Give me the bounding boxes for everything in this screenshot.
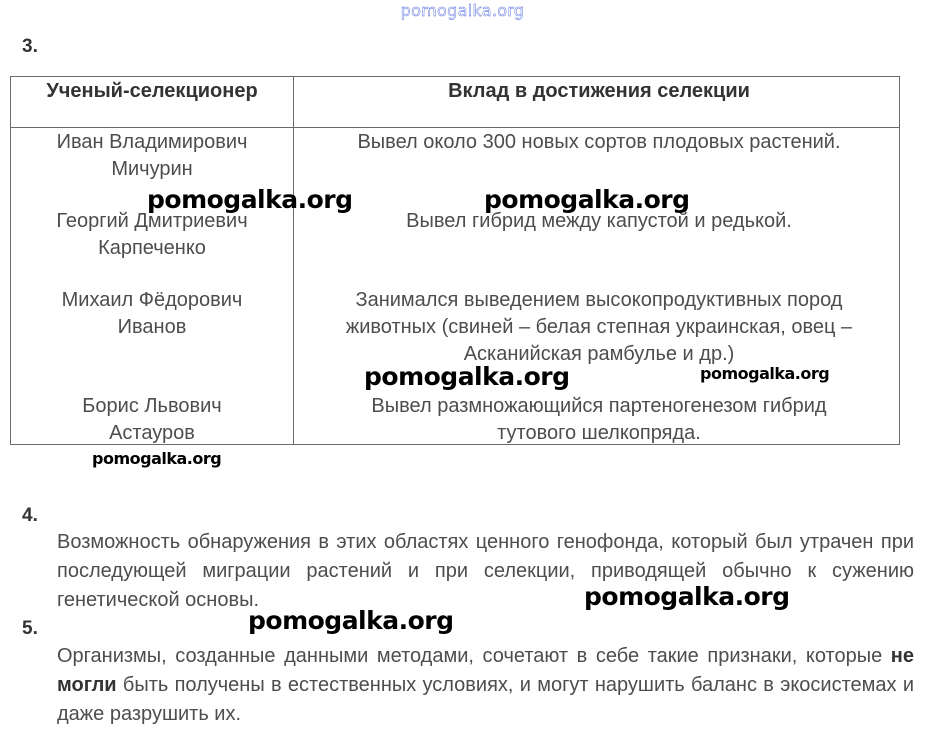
contribution-line: Вывел около 300 новых сортов плодовых растений. [357,131,841,153]
answer-5-text-part: Организмы, созданные данными методами, сочетают в себе такие признаки, которые [57,645,891,667]
table-row-3-contribution [303,287,895,368]
watermark: pomogalka.org [584,582,790,611]
table-row-4-contribution [303,393,895,447]
question-number-4: 4. [22,505,38,526]
table-row-1-scientist [11,129,293,183]
scientist-name-line: Иван Владимирович [56,131,248,153]
contribution-line: Асканийская рамбулье и др.) [463,343,735,365]
scientist-name-line: Михаил Фёдорович [61,289,243,311]
watermark: pomogalka.org [147,185,353,214]
site-watermark-top: pomogalka.org [400,1,525,20]
table-column-divider [293,77,294,444]
watermark: pomogalka.org [484,185,690,214]
contribution-line: Вывел размножающийся партеногенезом гибрид [371,395,827,417]
contribution-line: Занимался выведением высокопродуктивных пород [355,289,843,311]
table-row-1-contribution [303,129,895,156]
watermark: pomogalka.org [364,362,570,391]
scientist-name-line: Астауров [109,422,195,444]
answer-5-emphasis: не могли [57,645,914,696]
table-header-contribution: Вклад в достижения селекции [448,80,750,102]
table-row-2-scientist [11,208,293,262]
answer-5-text [57,642,914,729]
watermark: pomogalka.org [248,606,454,635]
table-row-3-scientist [11,287,293,341]
table-header-scientist: Ученый-селекционер [46,80,258,102]
answer-5-text-part: быть получены в естественных условиях, и могут нарушить баланс в экосистемах и даже разрушить их. [57,674,914,725]
scientist-name-line: Иванов [117,316,187,338]
question-number-3: 3. [22,36,38,57]
scientist-name-line: Карпеченко [98,237,206,259]
watermark: pomogalka.org [700,364,830,383]
scientist-name-line: Борис Львович [82,395,222,417]
contribution-line: тутового шелкопряда. [497,422,701,444]
contribution-line: Вывел гибрид между капустой и редькой. [406,210,792,232]
scientist-name-line: Мичурин [111,158,193,180]
question-number-5: 5. [22,618,38,639]
contribution-line: животных (свиней – белая степная украинская, овец – [345,316,853,338]
watermark: pomogalka.org [92,449,222,468]
scientist-name-line: Георгий Дмитриевич [56,210,248,232]
answer-4-text: Возможность обнаружения в этих областях ценного генофонда, который был утрачен при последующей миграции растений и при селекции, приводящей обычно к сужению генетической основы. [57,531,914,611]
table-header-divider [11,127,899,128]
table-row-4-scientist [11,393,293,447]
